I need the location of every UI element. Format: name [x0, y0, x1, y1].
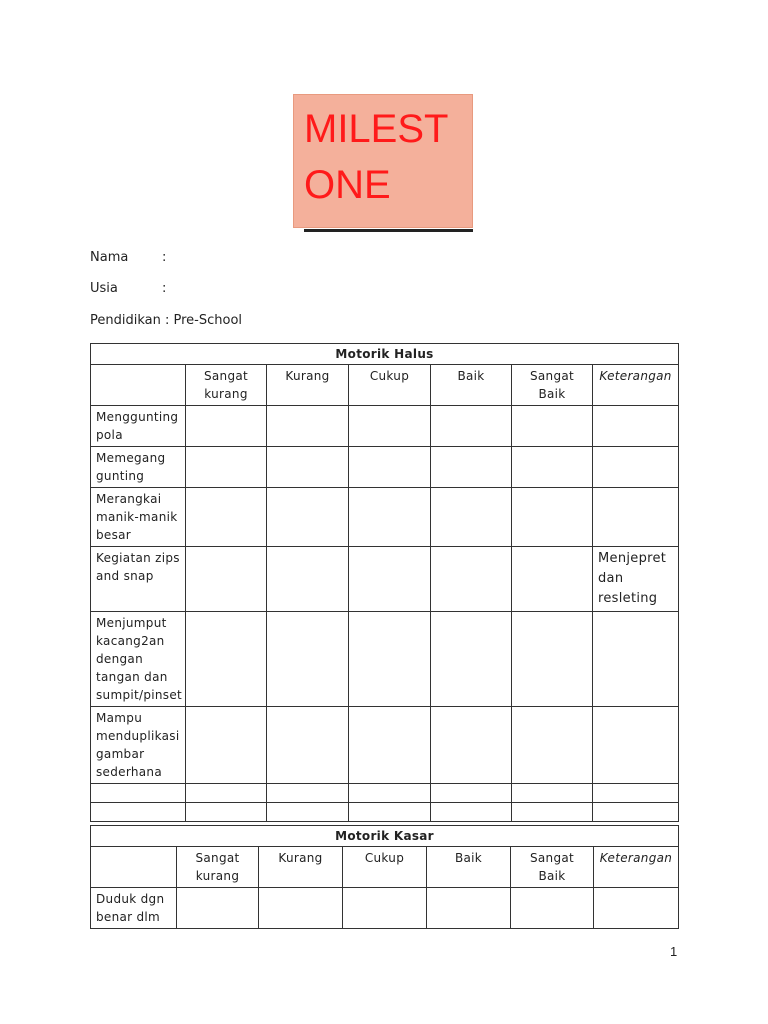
rating-cell[interactable]: [186, 447, 267, 488]
halus-caption: Motorik Halus: [91, 344, 679, 365]
pendidikan-label: Pendidikan : Pre-School: [90, 313, 243, 328]
rating-cell[interactable]: [431, 612, 512, 707]
row-label: Duduk dgn benar dlm: [91, 888, 177, 929]
rating-cell[interactable]: [177, 888, 259, 929]
kasar-header-baik: Baik: [427, 847, 511, 888]
title-line-2: ONE: [304, 163, 391, 207]
halus-header-baik: Baik: [431, 365, 512, 406]
rating-cell[interactable]: [267, 406, 349, 447]
row-label[interactable]: [91, 784, 186, 803]
halus-caption-row: [91, 344, 679, 365]
row-label: Menjumput kacang2an dengan tangan dan sumpit/pinset: [91, 612, 186, 707]
rating-cell[interactable]: [512, 547, 593, 612]
row-label[interactable]: [91, 803, 186, 822]
table-row: [91, 784, 679, 803]
halus-header-sangat-baik: Sangat Baik: [512, 365, 593, 406]
note-cell[interactable]: [593, 406, 679, 447]
halus-header-row: [91, 365, 679, 406]
note-cell[interactable]: Menjepret dan resleting: [593, 547, 679, 612]
rating-cell[interactable]: [431, 707, 512, 784]
rating-cell[interactable]: [431, 784, 512, 803]
row-label: Merangkai manik-manik besar: [91, 488, 186, 547]
rating-cell[interactable]: [349, 547, 431, 612]
rating-cell[interactable]: [431, 547, 512, 612]
usia-colon: :: [162, 281, 167, 296]
row-label: Memegang gunting: [91, 447, 186, 488]
kasar-header-keterangan: Keterangan: [594, 847, 679, 888]
rating-cell[interactable]: [431, 406, 512, 447]
table-row: [91, 707, 679, 784]
rating-cell[interactable]: [512, 803, 593, 822]
motorik-halus-table: [90, 343, 679, 822]
table-row: [91, 406, 679, 447]
rating-cell[interactable]: [512, 612, 593, 707]
rating-cell[interactable]: [267, 707, 349, 784]
row-label: Kegiatan zips and snap: [91, 547, 186, 612]
note-cell[interactable]: [594, 888, 679, 929]
rating-cell[interactable]: [186, 547, 267, 612]
kasar-caption: Motorik Kasar: [91, 826, 679, 847]
row-label: Menggunting pola: [91, 406, 186, 447]
title-line-1: MILEST: [304, 107, 449, 151]
usia-label: Usia: [90, 281, 118, 296]
halus-header-sangat-kurang: Sangat kurang: [186, 365, 267, 406]
rating-cell[interactable]: [349, 803, 431, 822]
halus-header-blank: [91, 365, 186, 406]
note-cell[interactable]: [593, 784, 679, 803]
rating-cell[interactable]: [267, 488, 349, 547]
rating-cell[interactable]: [349, 406, 431, 447]
table-row: [91, 612, 679, 707]
page-number: 1: [670, 944, 678, 959]
halus-header-keterangan: Keterangan: [593, 365, 679, 406]
title-box: [293, 94, 473, 228]
kasar-header-row: [91, 847, 679, 888]
rating-cell[interactable]: [512, 488, 593, 547]
table-row: [91, 447, 679, 488]
rating-cell[interactable]: [349, 784, 431, 803]
title-underline: [304, 229, 473, 232]
rating-cell[interactable]: [512, 447, 593, 488]
rating-cell[interactable]: [349, 488, 431, 547]
rating-cell[interactable]: [431, 488, 512, 547]
rating-cell[interactable]: [349, 707, 431, 784]
rating-cell[interactable]: [427, 888, 511, 929]
rating-cell[interactable]: [512, 707, 593, 784]
rating-cell[interactable]: [349, 447, 431, 488]
row-label: Mampu menduplikasi gambar sederhana: [91, 707, 186, 784]
motorik-kasar-table: [90, 825, 679, 929]
rating-cell[interactable]: [186, 488, 267, 547]
kasar-header-sangat-baik: Sangat Baik: [511, 847, 594, 888]
table-row: [91, 803, 679, 822]
rating-cell[interactable]: [267, 803, 349, 822]
rating-cell[interactable]: [267, 612, 349, 707]
note-cell[interactable]: [593, 612, 679, 707]
rating-cell[interactable]: [186, 707, 267, 784]
rating-cell[interactable]: [511, 888, 594, 929]
rating-cell[interactable]: [431, 803, 512, 822]
rating-cell[interactable]: [186, 406, 267, 447]
nama-colon: :: [162, 250, 167, 265]
note-cell[interactable]: [593, 803, 679, 822]
rating-cell[interactable]: [267, 547, 349, 612]
rating-cell[interactable]: [431, 447, 512, 488]
kasar-caption-row: [91, 826, 679, 847]
rating-cell[interactable]: [267, 784, 349, 803]
field-pendidikan: [90, 313, 242, 328]
halus-header-cukup: Cukup: [349, 365, 431, 406]
kasar-header-kurang: Kurang: [259, 847, 343, 888]
note-cell[interactable]: [593, 447, 679, 488]
kasar-header-sangat-kurang: Sangat kurang: [177, 847, 259, 888]
table-row: [91, 888, 679, 929]
field-usia: [90, 281, 167, 296]
field-nama: [90, 250, 167, 265]
rating-cell[interactable]: [512, 784, 593, 803]
halus-header-kurang: Kurang: [267, 365, 349, 406]
kasar-header-cukup: Cukup: [343, 847, 427, 888]
rating-cell[interactable]: [349, 612, 431, 707]
note-cell[interactable]: [593, 488, 679, 547]
table-row: [91, 488, 679, 547]
rating-cell[interactable]: [343, 888, 427, 929]
rating-cell[interactable]: [186, 803, 267, 822]
rating-cell[interactable]: [512, 406, 593, 447]
table-row: [91, 547, 679, 612]
note-cell[interactable]: [593, 707, 679, 784]
rating-cell[interactable]: [259, 888, 343, 929]
kasar-header-blank: [91, 847, 177, 888]
nama-label: Nama: [90, 250, 129, 265]
rating-cell[interactable]: [267, 447, 349, 488]
rating-cell[interactable]: [186, 784, 267, 803]
rating-cell[interactable]: [186, 612, 267, 707]
